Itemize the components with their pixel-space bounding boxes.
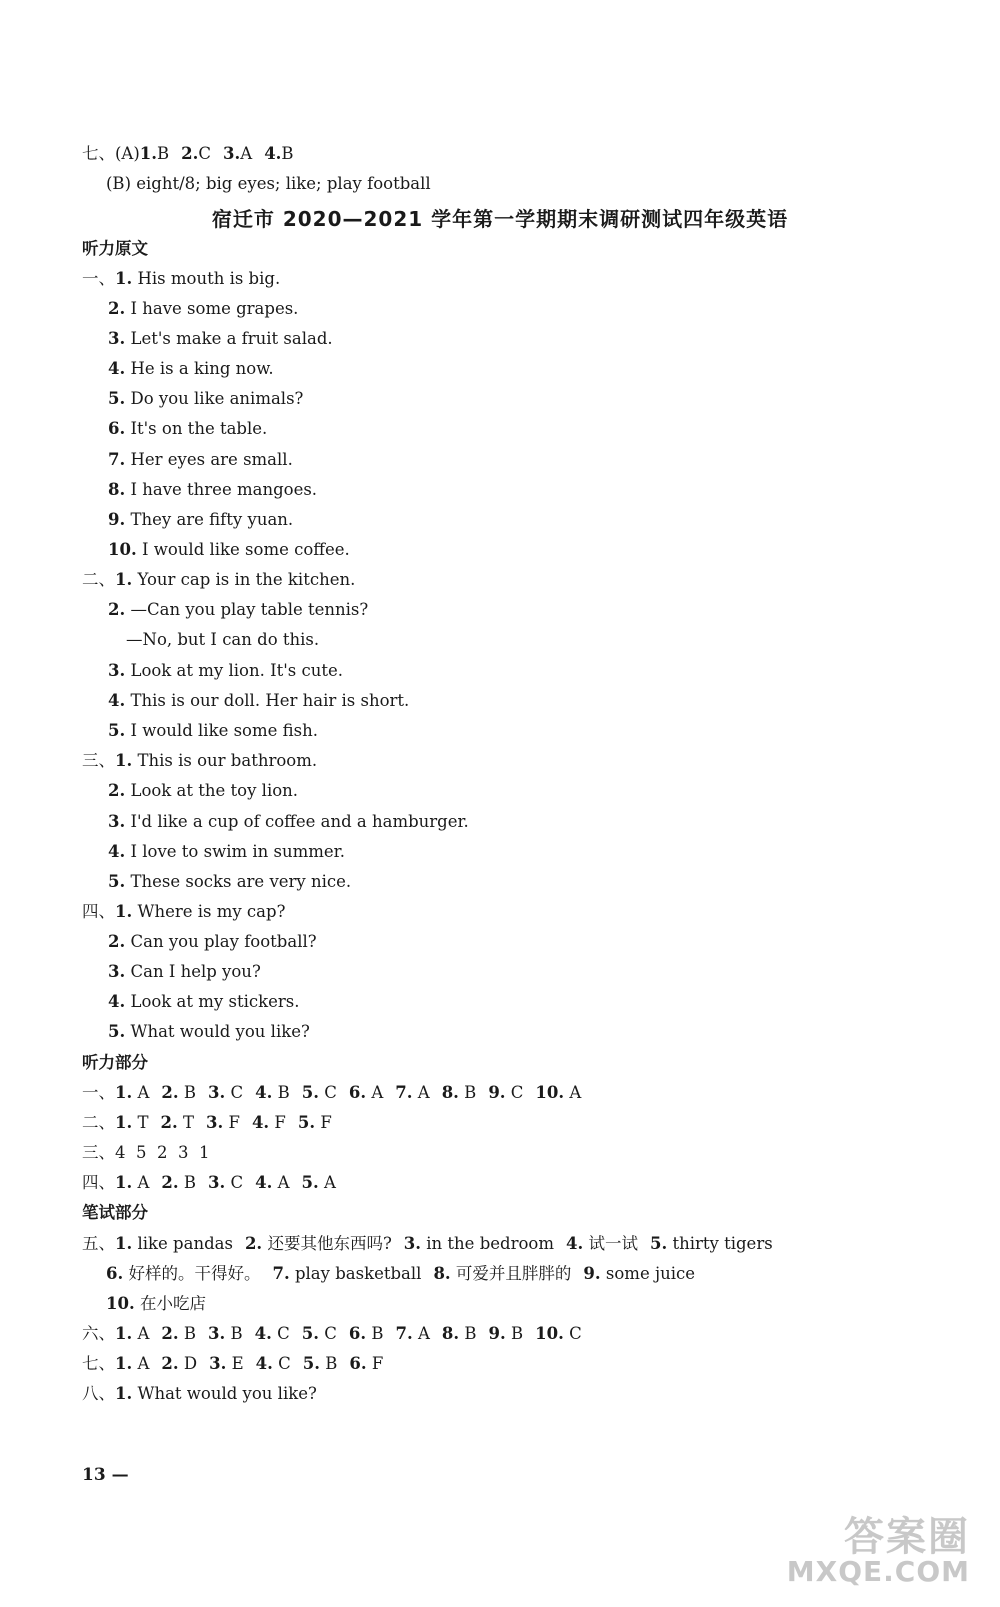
list-item: 一、1. His mouth is big. [82, 269, 281, 288]
answers-row-4: 四、1. A 2. B 3. C 4. A 5. A [82, 1173, 336, 1192]
section7a-answers: 七、(A)1.B 2.C 3.A 4.B [82, 144, 294, 163]
answers-row-5b: 6. 好样的。干得好。 7. play basketball 8. 可爱并且胖胖的 9. some juice [106, 1264, 695, 1283]
exam-title: 宿迁市 2020—2021 学年第一学期期末调研测试四年级英语 [211, 207, 789, 231]
list-item: 4. He is a king now. [108, 359, 274, 378]
answers-row-3: 三、4 5 2 3 1 [82, 1143, 210, 1162]
list-item: 3. I'd like a cup of coffee and a hamburger. [108, 812, 469, 831]
list-item: 5. What would you like? [108, 1022, 310, 1041]
list-item: 四、1. Where is my cap? [82, 902, 286, 921]
list-item: 4. Look at my stickers. [108, 992, 300, 1011]
watermark-text: 答案圈 [844, 1514, 970, 1560]
page-number: 13 — [82, 1465, 129, 1485]
written-part-heading: 笔试部分 [82, 1203, 148, 1222]
list-item: 5. These socks are very nice. [108, 872, 352, 891]
list-item: 8. I have three mangoes. [108, 480, 318, 499]
answers-row-8: 八、1. What would you like? [82, 1384, 317, 1403]
list-item: 7. Her eyes are small. [108, 450, 293, 469]
watermark-logo [740, 1505, 970, 1595]
list-item: 5. I would like some fish. [108, 721, 318, 740]
list-item: 4. I love to swim in summer. [108, 842, 345, 861]
list-item: 10. I would like some coffee. [108, 540, 350, 559]
list-item: —No, but I can do this. [126, 630, 320, 649]
list-item: 2. I have some grapes. [108, 299, 299, 318]
list-item: 3. Look at my lion. It's cute. [108, 661, 343, 680]
section7b-answers: (B) eight/8; big eyes; like; play football [106, 174, 431, 193]
list-item: 3. Can I help you? [108, 962, 261, 981]
list-item: 6. It's on the table. [108, 419, 268, 438]
watermark-url: MXQE.COM [786, 1555, 970, 1588]
list-item: 三、1. This is our bathroom. [82, 751, 318, 770]
list-item: 9. They are fifty yuan. [108, 510, 294, 529]
list-item: 3. Let's make a fruit salad. [108, 329, 333, 348]
list-item: 2. Can you play football? [108, 932, 317, 951]
listening-script-heading: 听力原文 [82, 239, 148, 258]
list-item: 二、1. Your cap is in the kitchen. [82, 570, 356, 589]
answers-row-2: 二、1. T 2. T 3. F 4. F 5. F [82, 1113, 332, 1132]
list-item: 2. Look at the toy lion. [108, 781, 299, 800]
answers-row-7: 七、1. A 2. D 3. E 4. C 5. B 6. F [82, 1354, 384, 1373]
answers-row-5a: 五、1. like pandas 2. 还要其他东西吗? 3. in the bedroom 4. 试一试 5. thirty tigers [82, 1234, 773, 1253]
list-item: 5. Do you like animals? [108, 389, 304, 408]
section-lead: 七、(A) [82, 144, 140, 163]
list-item: 2. —Can you play table tennis? [108, 600, 369, 619]
answers-row-1: 一、1. A 2. B 3. C 4. B 5. C 6. A 7. A 8. B 9. C 10. A [82, 1083, 582, 1102]
listening-part-heading: 听力部分 [82, 1053, 148, 1072]
answers-row-5c: 10. 在小吃店 [106, 1294, 206, 1313]
answers-row-6: 六、1. A 2. B 3. B 4. C 5. C 6. B 7. A 8. B 9. B 10. C [82, 1324, 582, 1343]
list-item: 4. This is our doll. Her hair is short. [108, 691, 410, 710]
